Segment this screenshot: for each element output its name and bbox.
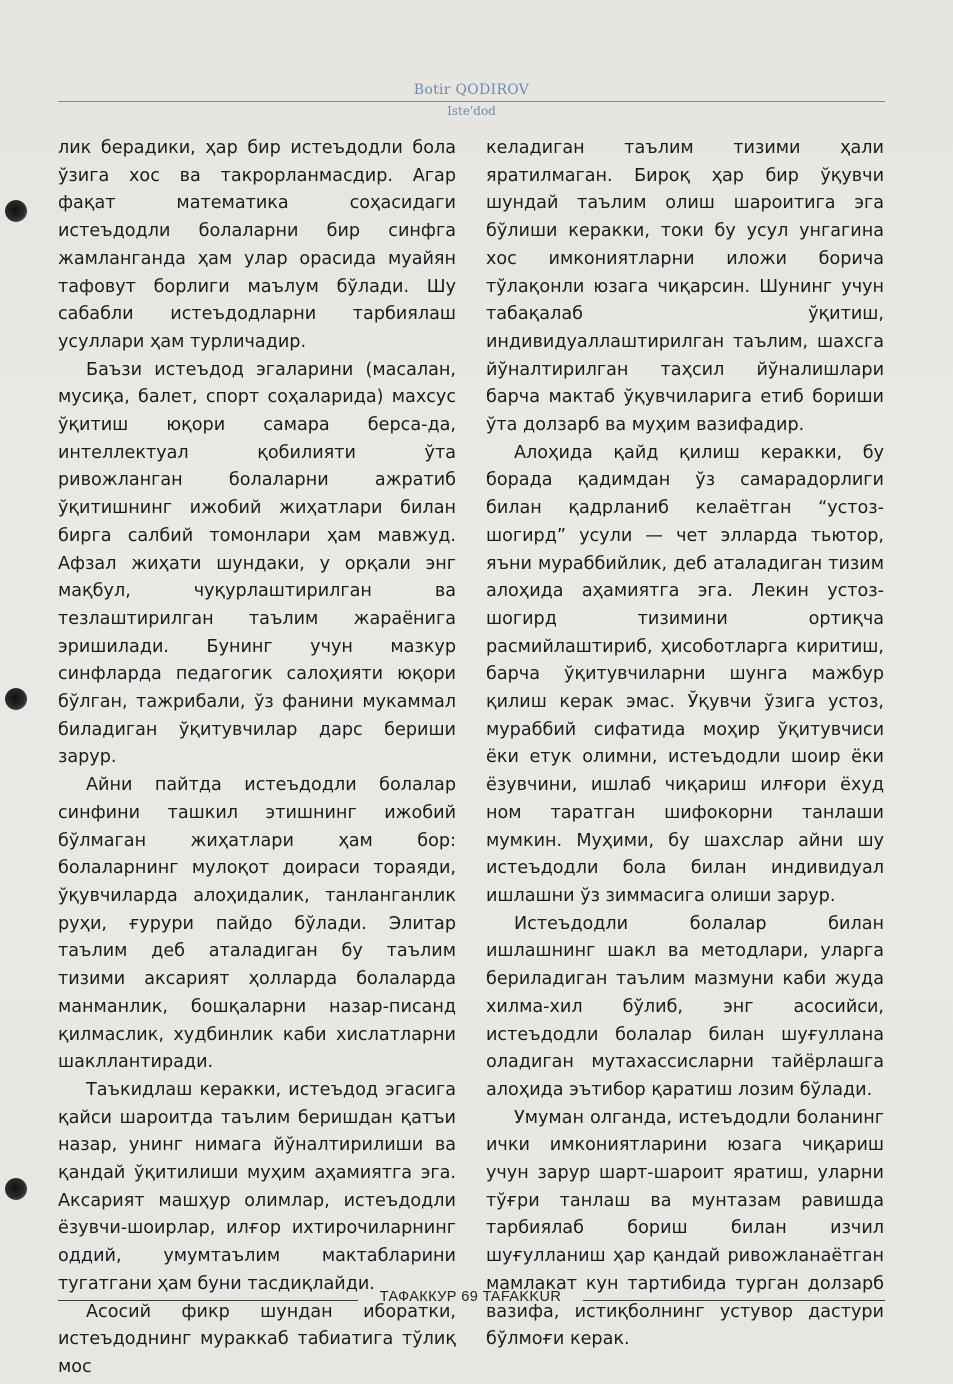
paragraph: Таъкидлаш керакки, истеъдод эгасига қайси шароитда таълим беришдан қатъи назар, унинг нимага йўналтирилиши ва қандай ўқитилиши муҳим аҳамиятга эга. Аксарият машҳур олимлар, истеъдодли ёзувчи-шоирлар, илғор ихтирочиларнинг оддий, умумтаълим мактабларини тугатгани ҳам буни тасдиқлайди. xyxy=(58,1079,456,1294)
binder-hole xyxy=(5,1178,27,1200)
header-divider xyxy=(58,101,885,102)
page-footer xyxy=(58,1289,885,1313)
footer-title: ТАФАККУР 69 TAFAKKUR xyxy=(379,1289,562,1305)
left-column xyxy=(58,135,456,1382)
binder-hole xyxy=(5,688,27,710)
paragraph: Асосий фикр шундан иборатки, истеъдоднинг мураккаб табиатига тўлиқ мос xyxy=(58,1301,456,1377)
right-column xyxy=(486,135,884,1354)
paragraph: Баъзи истеъдод эгаларини (масалан, мусиқа, балет, спорт соҳаларида) махсус ўқитиш юқори самара берса-да, интеллектуал қобилияти ўта ривожланган болаларни ажратиб ўқитишнинг ижобий жиҳатлари билан бирга салбий томонлари ҳам мавжуд. Афзал жиҳати шундаки, у орқали энг мақбул, чуқурлаштирилган ва тезлаштирилган таълим жараёнига эришилади. Бунинг учун мазкур синфларда педагогик салоҳияти юқори бўлган, тажрибали, ўз фанини мукаммал биладиган ўқитувчилар дарс бериши зарур. xyxy=(58,359,456,768)
footer-rule-left xyxy=(58,1300,358,1301)
binder-hole xyxy=(5,200,27,222)
paragraph: Истеъдодли болалар билан ишлашнинг шакл ва методлари, уларга бериладиган таълим мазмуни каби жуда хилма-хил бўлиб, энг асосийси, истеъдодли болалар билан шуғуллана оладиган мутахассисларни тайёрлашга алоҳида эътибор қаратиш лозим бўлади. xyxy=(486,913,884,1100)
paragraph: Айни пайтда истеъдодли болалар синфини ташкил этишнинг ижобий бўлмаган жиҳатлари ҳам бор: болаларнинг мулоқот доираси тораяди, ўқувчиларда алоҳидалик, танланганлик руҳи, ғурури пайдо бўлади. Элитар таълим деб аталадиган бу таълим тизими аксарият ҳолларда болаларда манманлик, бошқаларни назар-писанд қилмаслик, худбинлик каби хислатларни шакллантиради. xyxy=(58,775,456,1073)
paragraph: келадиган таълим тизими ҳали яратилмаган. Бироқ ҳар бир ўқувчи шундай таълим олиш шароитига эга бўлиши керакки, токи бу усул унгагина хос имкониятларни иложи борича тўлақонли юзага чиқарсин. Шунинг учун табақалаб ўқитиш, индивидуаллаштирилган таълим, шахсга йўналтирилган таҳсил йўналишлари барча мактаб ўқувчиларига етиб бориши ўта долзарб ва муҳим вазифадир. xyxy=(486,138,884,436)
paragraph: лик берадики, ҳар бир истеъдодли бола ўзига хос ва такрорланмасдир. Агар фақат математика соҳасидаги истеъдодли болаларни бир синфга жамланганда ҳам улар орасида муайян тафовут борлиги маълум бўлади. Шу сабабли истеъдодларни тарбиялаш усуллари ҳам турличадир. xyxy=(58,138,456,352)
author-name: Botir QODIROV xyxy=(413,82,530,98)
paragraph: Умуман олганда, истеъдодли боланинг ички имкониятларини юзага чиқариш учун зарур шарт-шароит яратиш, уларни тўғри танлаш ва мунтазам равишда тарбиялаб бориш билан изчил шуғулланиш ҳар қандай ривожланаётган мамлакат кун тартибида турган долзарб вазифа, истиқболнинг устувор дастури бўлмоғи керак. xyxy=(486,1107,884,1350)
page-header xyxy=(58,82,885,122)
paragraph: Алоҳида қайд қилиш керакки, бу борада қадимдан ўз самарадорлиги билан қадрланиб келаётган “устоз-шогирд” усули — чет элларда тьютор, яъни мураббийлик, деб аталадиган тизим алоҳида аҳамиятга эга. Лекин устоз-шогирд тизимини ортиқча расмийлаштириб, ҳисоботларга киритиш, барча ўқитувчиларни шунга мажбур қилиш керак эмас. Ўқувчи ўзига устоз, мураббий сифатида моҳир ўқитувчиси ёки етук олимни, истеъдодли шоир ёки ёзувчини, ишлаб чиқариш илғори ёхуд ном таратган шифокорни танлаши мумкин. Муҳими, бу шахслар айни шу истеъдодли бола билан индивидуал ишлашни ўз зиммасига олиши зарур. xyxy=(486,442,884,906)
rubric-label: Iste'dod xyxy=(447,104,496,118)
footer-rule-right xyxy=(583,1300,885,1301)
